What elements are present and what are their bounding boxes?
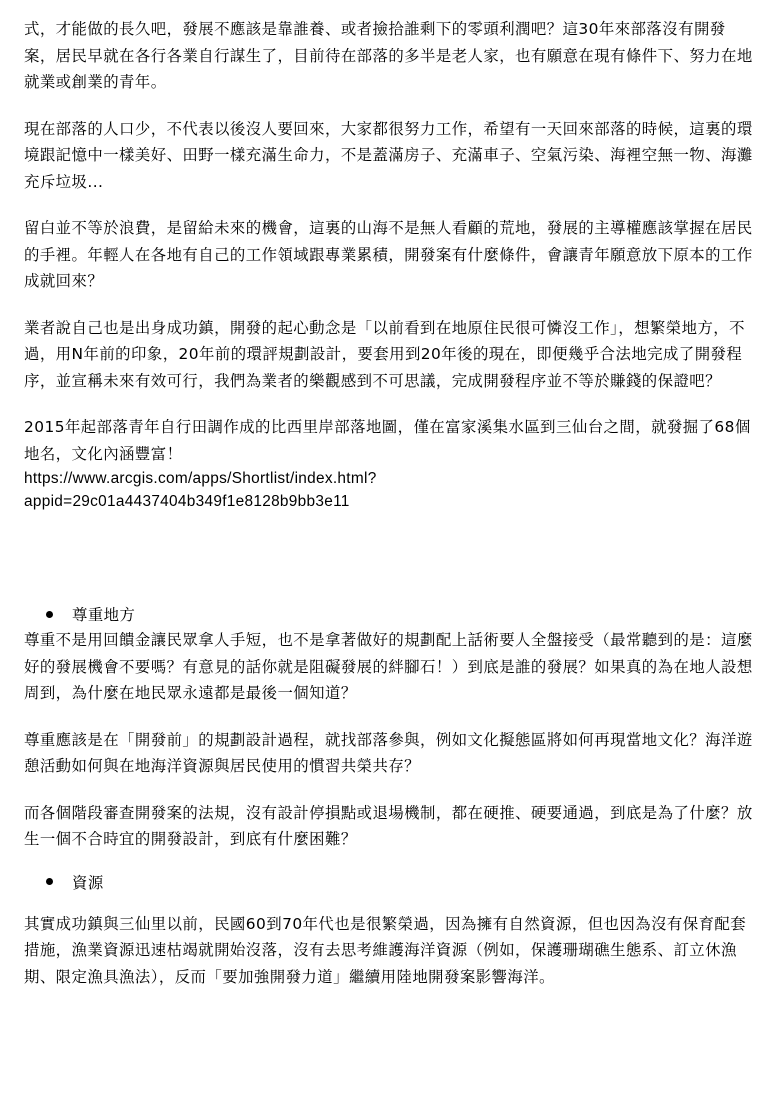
paragraph-resources-1: 其實成功鎮與三仙里以前，民國60到70年代也是很繁榮過，因為擁有自然資源，但也因為沒有保育配套措施，漁業資源迅速枯竭就開始沒落，沒有去思考維護海洋資源（例如，保護珊瑚礁生態系、訂立休漁期、限定漁具漁法），反而「要加強開發力道」繼續用陸地開發案影響海洋。 [24, 914, 747, 986]
bullet-dot-icon [46, 611, 53, 618]
paragraph-development-sustainability: 式，才能做的長久吧，發展不應該是靠誰養、或者撿拾誰剩下的零頭利潤吧？這30年來部落沒有開發案，居民早就在各行各業自行謀生了，目前待在部落的多半是老人家，也有願意在現有條件下、努力在地就業或創業的青年。 [24, 20, 753, 91]
paragraph-respect-2: 尊重應該是在「開發前」的規劃設計過程，就找部落參與，例如文化擬態區將如何再現當地文化？海洋遊憩活動如何與在地海洋資源與居民使用的慣習共榮共存？ [24, 730, 753, 775]
paragraph-developer: 業者說自己也是出身成功鎮，開發的起心動念是「以前看到在地原住民很可憐沒工作」，想繁榮地方，不過，用N年前的印象，20年前的環評規劃設計，要套用到20年後的現在，即便幾乎合法地完成了開發程序，並宣稱未來有效可行，我們為業者的樂觀感到不可思議，完成開發程序並不等於賺錢的保證吧？ [24, 318, 745, 390]
bullet-respect [24, 601, 754, 627]
paragraph-tribal-map: 2015年起部落青年自行田調作成的比西里岸部落地圖，僅在富家溪集水區到三仙台之間，就發掘了68個地名，文化內涵豐富！ [24, 418, 751, 463]
document-page [24, 16, 754, 990]
map-link-line-2[interactable]: appid=29c01a4437404b349f1e8128b9bb3e11 [24, 493, 350, 510]
bullet-dot-icon [46, 878, 53, 885]
bullet-resources [24, 869, 754, 895]
paragraph-respect-1: 尊重不是用回饋金讓民眾拿人手短，也不是拿著做好的規劃配上話術要人全盤接受（最常聽到的是：這麼好的發展機會不要嗎？有意見的話你就是阻礙發展的絆腳石！）到底是誰的發展？如果真的為在地人設想周到，為什麼在地民眾永遠都是最後一個知道？ [24, 631, 753, 702]
paragraph-population: 現在部落的人口少，不代表以後沒人要回來，大家都很努力工作，希望有一天回來部落的時候，這裏的環境跟記憶中一樣美好、田野一樣充滿生命力，不是蓋滿房子、充滿車子、空氣污染、海裡空無一物、海灘充斥垃圾... [24, 119, 753, 191]
map-link-line-1[interactable]: https://www.arcgis.com/apps/Shortlist/index.html? [24, 470, 377, 487]
paragraph-blank-space: 留白並不等於浪費，是留給未來的機會，這裏的山海不是無人看顧的荒地，發展的主導權應該掌握在居民的手裡。年輕人在各地有自己的工作領域跟專業累積，開發案有什麼條件，會讓青年願意放下原本的工作成就回來？ [24, 219, 753, 290]
paragraph-respect-3: 而各個階段審查開發案的法規，沒有設計停損點或退場機制，都在硬推、硬要通過，到底是為了什麼？放生一個不合時宜的開發設計，到底有什麼困難？ [24, 803, 753, 848]
section-heading-respect: 尊重地方 [72, 606, 136, 624]
section-heading-resources: 資源 [72, 873, 104, 892]
